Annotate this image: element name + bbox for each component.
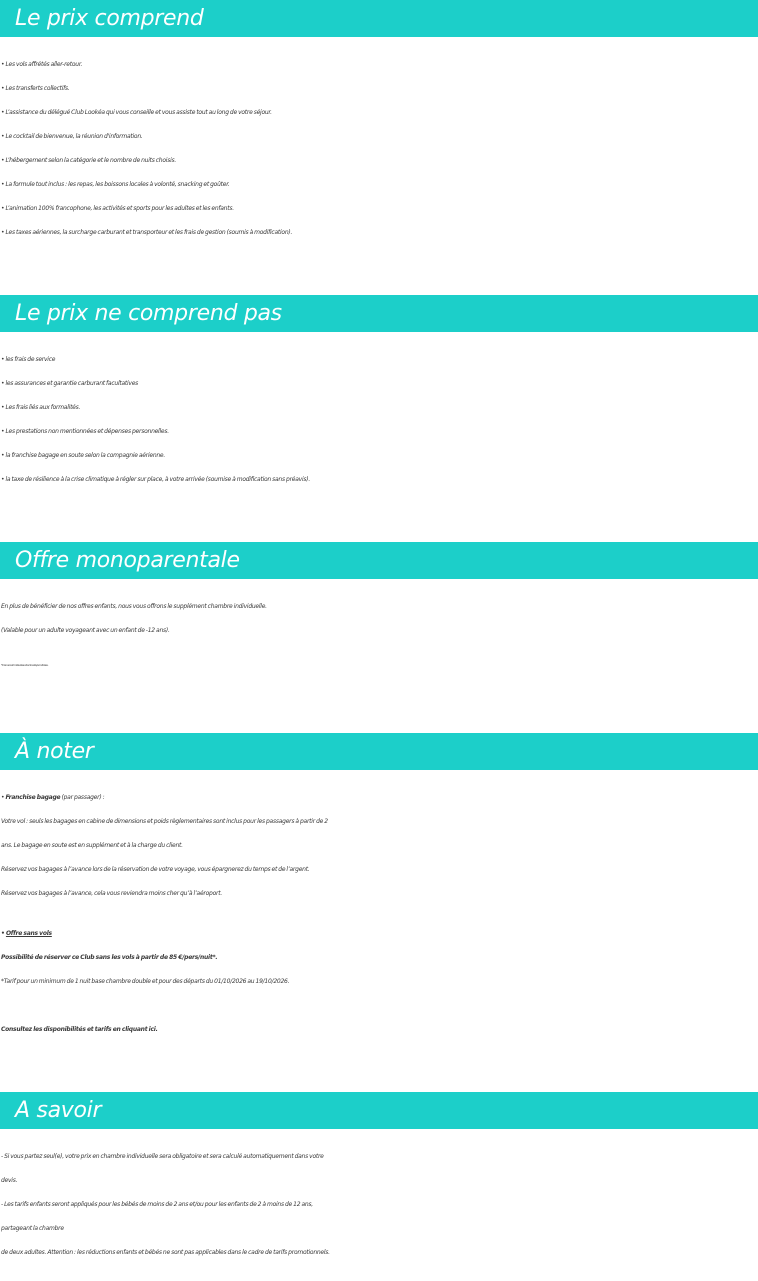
section-title: À noter <box>0 733 758 770</box>
list-item: • les frais de service <box>1 356 56 363</box>
offer-description: En plus de bénéficier de nos offres enfants, nous vous offrons le supplément chambre individuelle. <box>1 603 267 610</box>
list-item: • la taxe de résilience à la crise climatique à régler sur place, à votre arrivée (soumise à modification sans préavis). <box>1 476 311 483</box>
section-a-savoir <box>0 1092 758 1265</box>
franchise-text: Votre vol : seuls les bagages en cabine de dimensions et poids règlementaires sont inclus pour les passagers à partir de 2 <box>1 818 328 825</box>
list-item: • la franchise bagage en soute selon la compagnie aérienne. <box>1 452 166 459</box>
bullet: • <box>1 794 6 801</box>
info-text: - Si vous partez seul(e), votre prix en chambre individuelle sera obligatoire et sera calculé automatiquement dans votre <box>1 1153 324 1160</box>
included-list <box>0 53 758 245</box>
franchise-text: Réservez vos bagages à l’avance, cela vous reviendra moins cher qu’à l’aéroport. <box>1 890 222 897</box>
section-offre-monoparentale <box>0 542 758 673</box>
franchise-suffix: (par passager) : <box>60 794 105 801</box>
list-item: • Les frais liés aux formalités. <box>1 404 81 411</box>
info-text: - Les tarifs enfants seront appliqués pour les bébés de moins de 2 ans et/ou pour les enfants de 2 à moins de 12 ans, <box>1 1201 313 1208</box>
offre-heading <box>1 922 758 946</box>
info-text: devis. <box>1 1177 18 1184</box>
section-title: Le prix ne comprend pas <box>0 295 758 332</box>
list-item: • L’hébergement selon la catégorie et le nombre de nuits choisis. <box>1 157 177 164</box>
franchise-text: ans. Le bagage en soute est en supplément et à la charge du client. <box>1 842 183 849</box>
list-item: • Le cocktail de bienvenue, la réunion d'information. <box>1 133 143 140</box>
section-title: Offre monoparentale <box>0 542 758 579</box>
offre-text: Possibilité de réserver ce Club sans les vols à partir de 85 €/pers/nuit*. <box>1 954 218 961</box>
offre-sans-vols-link[interactable]: Offre sans vols <box>5 930 52 937</box>
list-item: • L’assistance du délégué Club Lookéa qui vous conseille et vous assiste tout au long de votre séjour. <box>1 109 272 116</box>
section-title: Le prix comprend <box>0 0 758 37</box>
franchise-heading <box>1 786 758 810</box>
list-item: • les assurances et garantie carburant facultatives <box>1 380 139 387</box>
list-item: • Les transferts collectifs. <box>1 85 70 92</box>
excluded-list <box>0 348 758 492</box>
info-text: partageant la chambre <box>1 1225 64 1232</box>
consult-link[interactable]: Consultez les disponibilités et tarifs en cliquant ici. <box>1 1026 158 1033</box>
franchise-label: Franchise bagage <box>5 794 61 801</box>
info-text: de deux adultes. Attention : les réductions enfants et bébés ne sont pas applicables dans le cadre de tarifs promotionnels. <box>1 1249 330 1256</box>
list-item: • Les vols affrétés aller-retour. <box>1 61 83 68</box>
list-item: • L’animation 100% francophone, les activités et sports pour les adultes et les enfants. <box>1 205 234 212</box>
offer-footnote: *Dans la limite des stocks disponibles. <box>1 663 49 667</box>
list-item: • Les taxes aériennes, la surcharge carburant et transporteur et les frais de gestion (soumis à modification). <box>1 229 293 236</box>
offre-footnote: *Tarif pour un minimum de 1 nuit base chambre double et pour des départs du 01/10/2026 au 19/10/2026. <box>1 978 290 985</box>
bullet: • <box>1 930 6 937</box>
section-a-noter <box>0 733 758 1042</box>
franchise-text: Réservez vos bagages à l’avance lors de la réservation de votre voyage, vous épargnerez du temps et de l’argent. <box>1 866 310 873</box>
section-prix-ne-comprend-pas <box>0 295 758 492</box>
offer-condition: (Valable pour un adulte voyageant avec un enfant de -12 ans). <box>1 627 170 634</box>
section-title: A savoir <box>0 1092 758 1129</box>
list-item: • Les prestations non mentionnées et dépenses personnelles. <box>1 428 169 435</box>
list-item: • La formule tout inclus : les repas, les boissons locales à volonté, snacking et goûter. <box>1 181 230 188</box>
section-prix-comprend <box>0 0 758 245</box>
